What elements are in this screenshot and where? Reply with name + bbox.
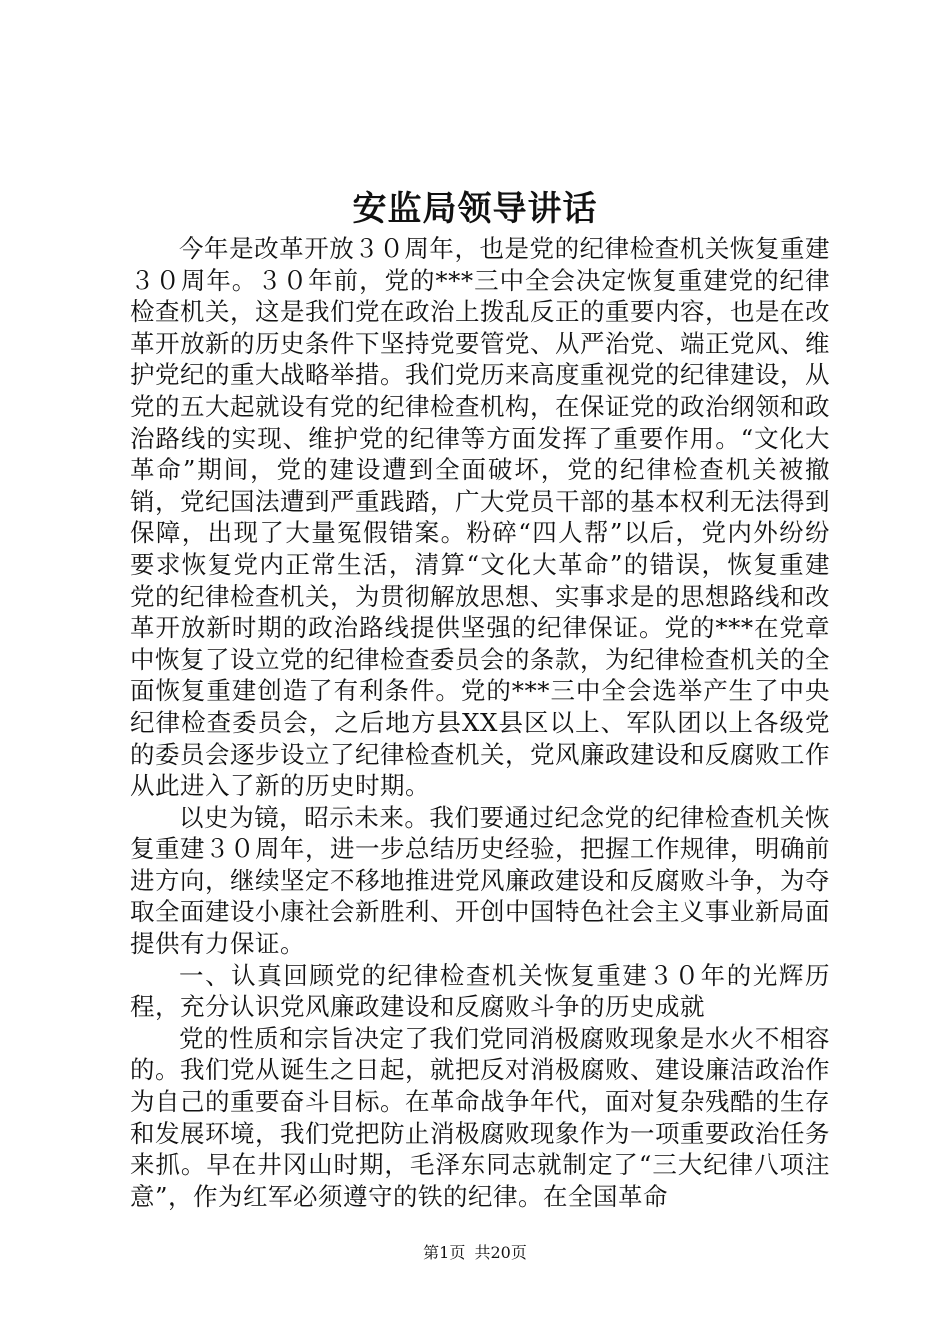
document-body	[130, 233, 830, 1212]
page-total: 共20页	[474, 1243, 527, 1262]
body-paragraph: 以史为镜，昭示未来。我们要通过纪念党的纪律检查机关恢复重建３０周年，进一步总结历史经验，把握工作规律，明确前进方向，继续坚定不移地推进党风廉政建设和反腐败斗争，为夺取全面建设小康社会新胜利、开创中国特色社会主义事业新局面提供有力保证。	[130, 802, 830, 959]
body-paragraph: 党的性质和宗旨决定了我们党同消极腐败现象是水火不相容的。我们党从诞生之日起，就把反对消极腐败、建设廉洁政治作为自己的重要奋斗目标。在革命战争年代，面对复杂残酷的生存和发展环境，我们党把防止消极腐败现象作为一项重要政治任务来抓。早在井冈山时期，毛泽东同志就制定了“三大纪律八项注意”，作为红军必须遵守的铁的纪律。在全国革命	[130, 1023, 830, 1211]
body-paragraph: 今年是改革开放３０周年，也是党的纪律检查机关恢复重建３０周年。３０年前，党的***三中全会决定恢复重建党的纪律检查机关，这是我们党在政治上拨乱反正的重要内容，也是在改革开放新的历史条件下坚持党要管党、从严治党、端正党风、维护党纪的重大战略举措。我们党历来高度重视党的纪律建设，从党的五大起就设有党的纪律检查机构，在保证党的政治纲领和政治路线的实现、维护党的纪律等方面发挥了重要作用。“文化大革命”期间，党的建设遭到全面破坏，党的纪律检查机关被撤销，党纪国法遭到严重践踏，广大党员干部的基本权利无法得到保障，出现了大量冤假错案。粉碎“四人帮”以后，党内外纷纷要求恢复党内正常生活，清算“文化大革命”的错误，恢复重建党的纪律检查机关，为贯彻解放思想、实事求是的思想路线和改革开放新时期的政治路线提供坚强的纪律保证。党的***在党章中恢复了设立党的纪律检查委员会的条款，为纪律检查机关的全面恢复重建创造了有利条件。党的***三中全会选举产生了中央纪律检查委员会，之后地方县XX县区以上、军队团以上各级党的委员会逐步设立了纪律检查机关，党风廉政建设和反腐败工作从此进入了新的历史时期。	[130, 234, 830, 801]
page-number: 第1页	[423, 1243, 466, 1262]
document-title: 安监局领导讲话	[352, 189, 598, 229]
page-footer	[0, 1242, 950, 1264]
section-heading: 一、认真回顾党的纪律检查机关恢复重建３０年的光辉历程，充分认识党风廉政建设和反腐败斗争的历史成就	[130, 960, 830, 1022]
